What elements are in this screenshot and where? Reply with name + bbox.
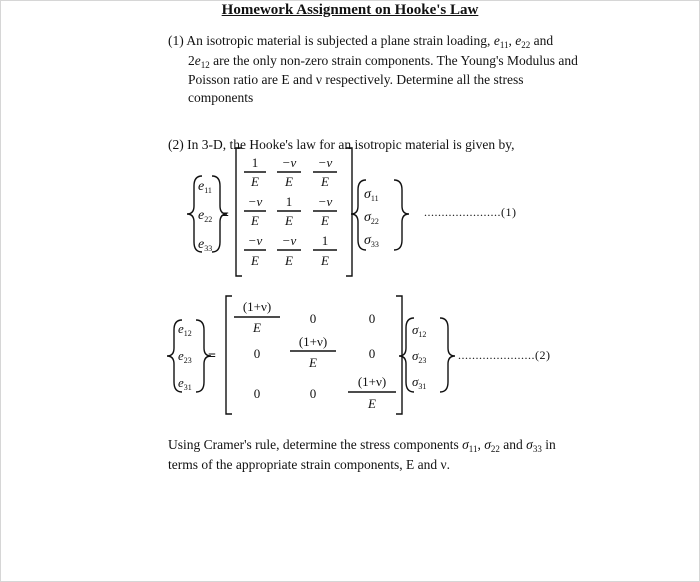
m1-r2c2-den: E: [285, 213, 293, 228]
m2-r2c3: 0: [368, 346, 376, 361]
m1-r2c3-num: −ν: [317, 194, 333, 209]
m1-r3c1-den: E: [251, 253, 259, 268]
closing-line-2: terms of the appropriate strain components, E and ν.: [168, 457, 451, 472]
m2-r2c1: 0: [253, 346, 261, 361]
m1-r3c2-num: −ν: [281, 233, 297, 248]
equals-sign-2: =: [208, 349, 216, 364]
page-title: Homework Assignment on Hooke's Law: [221, 2, 479, 18]
strain-e22: $e_{22}$: [198, 208, 213, 224]
m2-r2c2-num: (1+ν): [298, 334, 328, 349]
m1-r2c1-den: E: [251, 213, 259, 228]
m1-r3c3-den: E: [321, 253, 329, 268]
question-1-line-3: Poisson ratio are E and ν respectively. Determine all the stress: [188, 72, 524, 87]
question-1-line-4: components: [188, 90, 254, 105]
m1-r2c1-num: −ν: [247, 194, 263, 209]
shear-matrix-bracket-left: [226, 296, 232, 414]
closing-line-1: Using Cramer's rule, determine the stress components $\sigma_{11}$, $\sigma_{22}$ and $\sigma_{33}$ in: [168, 437, 556, 454]
m1-r3c2-den: E: [285, 253, 293, 268]
stress-s22: $\sigma_{22}$: [364, 210, 379, 226]
m1-r2c2-num: 1: [285, 194, 293, 209]
m1-r1c3-den: E: [321, 174, 329, 189]
stress-s23: $\sigma_{23}$: [412, 348, 427, 365]
stress-s11: $\sigma_{11}$: [364, 187, 379, 203]
strain-e12: $e_{12}$: [178, 321, 192, 338]
equation-1-label: ......................(1): [424, 205, 517, 219]
m2-r1c1-den: E: [253, 320, 261, 335]
compliance-bracket-left: [236, 148, 242, 276]
m1-r3c3-num: 1: [321, 233, 329, 248]
question-1-line-2: $2e_{12}$ are the only non-zero strain components. The Young's Modulus and: [188, 53, 578, 70]
m1-r3c1-num: −ν: [247, 233, 263, 248]
stress-s12: $\sigma_{12}$: [412, 322, 427, 339]
m1-r1c1-num: 1: [251, 155, 259, 170]
stress-brace-right: [394, 180, 409, 250]
question-2-intro: (2) In 3-D, the Hooke's law for an isotropic material is given by,: [168, 137, 515, 152]
m2-r1c1-num: (1+ν): [242, 299, 272, 314]
strain-e33: $e_{33}$: [198, 237, 213, 253]
m1-r1c2-den: E: [285, 174, 293, 189]
m2-r3c1: 0: [253, 386, 261, 401]
m2-r1c3: 0: [368, 311, 376, 326]
m2-r2c2-den: E: [309, 355, 317, 370]
stress-s31: $\sigma_{31}$: [412, 374, 427, 391]
shear-stress-brace-right: [440, 318, 455, 392]
compliance-bracket-right: [346, 148, 352, 276]
strain-e11: $e_{11}$: [198, 179, 212, 195]
equation-2-label: ......................(2): [458, 348, 551, 362]
strain-e31: $e_{31}$: [178, 375, 192, 392]
m2-r3c3-den: E: [368, 396, 376, 411]
m1-r2c3-den: E: [321, 213, 329, 228]
m1-r1c3-num: −ν: [317, 155, 333, 170]
m1-r1c2-num: −ν: [281, 155, 297, 170]
m2-r3c2: 0: [309, 386, 317, 401]
question-1-line-1: (1) An isotropic material is subjected a plane strain loading, $e_{11}$, $e_{22}$ and: [168, 33, 554, 50]
equals-sign-1: =: [221, 208, 229, 223]
m1-r1c1-den: E: [251, 174, 259, 189]
m2-r3c3-num: (1+ν): [357, 374, 387, 389]
strain-e23: $e_{23}$: [178, 348, 192, 365]
stress-s33: $\sigma_{33}$: [364, 233, 379, 249]
m2-r1c2: 0: [309, 311, 317, 326]
shear-matrix-bracket-right: [396, 296, 402, 414]
